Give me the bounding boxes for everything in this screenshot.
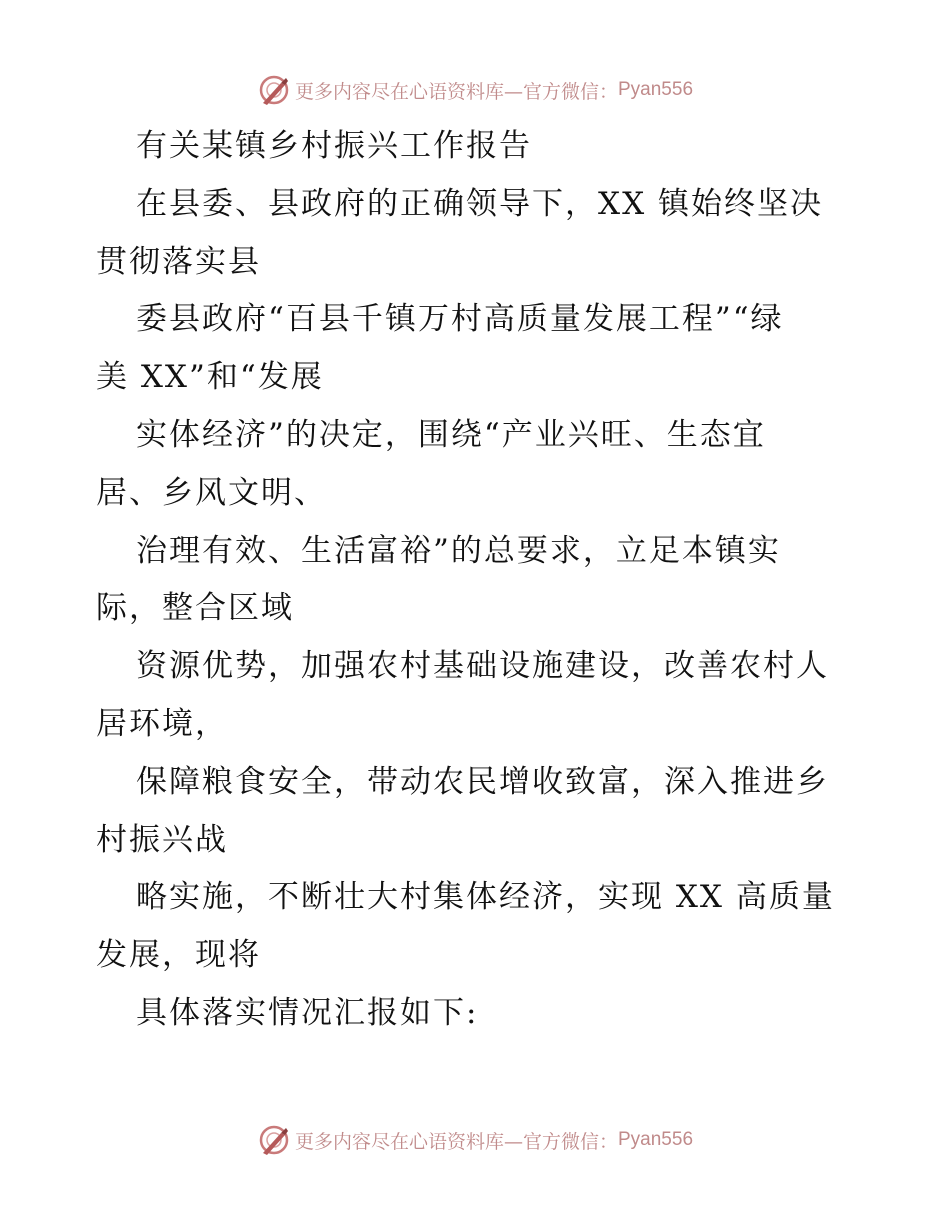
paragraph-line: 发展，现将 bbox=[96, 937, 261, 974]
pen-logo-icon bbox=[257, 1123, 291, 1157]
paragraph-line: 际，整合区域 bbox=[96, 590, 294, 627]
watermark-text: 更多内容尽在心语资料库—官方微信： bbox=[294, 80, 618, 103]
document-title: 有关某镇乡村振兴工作报告 bbox=[136, 128, 532, 164]
paragraph-line: 在县委、县政府的正确领导下，XX 镇始终坚决 bbox=[136, 185, 823, 222]
paragraph-line: 资源优势，加强农村基础设施建设，改善农村人 bbox=[136, 648, 829, 685]
paragraph-line: 贯彻落实县 bbox=[96, 243, 261, 280]
watermark-text: 更多内容尽在心语资料库—官方微信： bbox=[294, 1130, 618, 1153]
paragraph-line: 村振兴战 bbox=[96, 821, 228, 858]
document-body bbox=[96, 118, 856, 1043]
paragraph-line: 治理有效、生活富裕”的总要求，立足本镇实 bbox=[136, 532, 781, 569]
watermark-wechat-id: Pyan556 bbox=[618, 79, 694, 100]
paragraph-line: 实体经济”的决定，围绕“产业兴旺、生态宜 bbox=[136, 416, 766, 453]
paragraph-line: 具体落实情况汇报如下: bbox=[136, 994, 479, 1031]
paragraph-line: 保障粮食安全，带动农民增收致富，深入推进乡 bbox=[136, 763, 829, 800]
paragraph-line: 居、乡风文明、 bbox=[96, 474, 327, 511]
watermark-footer bbox=[0, 1122, 950, 1158]
paragraph-line: 美 XX”和“发展 bbox=[96, 359, 324, 396]
watermark-wechat-id: Pyan556 bbox=[618, 1129, 694, 1150]
paragraph-line: 委县政府“百县千镇万村高质量发展工程”“绿 bbox=[136, 301, 784, 338]
pen-logo-icon bbox=[257, 73, 291, 107]
paragraph-line: 略实施，不断壮大村集体经济，实现 XX 高质量 bbox=[136, 879, 835, 916]
paragraph-line: 居环境， bbox=[96, 705, 228, 742]
watermark-header bbox=[0, 72, 950, 108]
